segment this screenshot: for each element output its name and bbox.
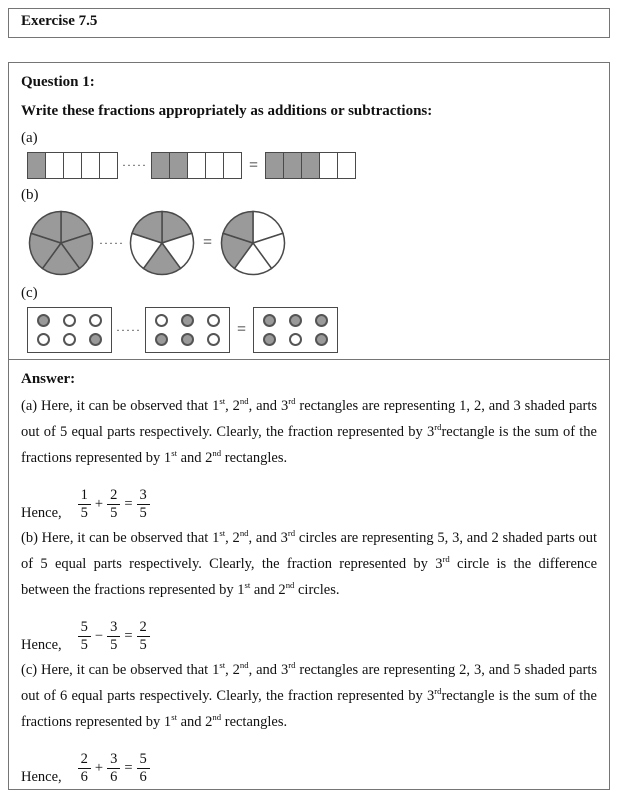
empty-dot xyxy=(89,314,102,327)
fraction-3 xyxy=(137,751,150,786)
empty-dot xyxy=(207,333,220,346)
numerator: 2 xyxy=(110,487,118,503)
bar-cell xyxy=(337,152,356,179)
dot-box-2 xyxy=(145,307,230,353)
bar-cell xyxy=(99,152,118,179)
ordinal-superscript: st xyxy=(219,660,226,671)
fraction-1 xyxy=(78,619,91,654)
equals-sign: = xyxy=(236,321,247,338)
numerator: 2 xyxy=(80,751,88,767)
answer-section xyxy=(9,360,609,789)
circles-figure xyxy=(27,209,597,277)
question-prompt: Write these fractions appropriately as additions or subtractions: xyxy=(21,103,433,119)
dotted-separator: ····· xyxy=(116,322,141,337)
dotted-separator: ····· xyxy=(99,235,124,250)
fraction-1 xyxy=(78,751,91,786)
fraction-3 xyxy=(137,487,150,522)
denominator: 5 xyxy=(78,504,91,522)
ordinal-superscript: rd xyxy=(434,422,442,433)
question-heading: Question 1: xyxy=(21,74,95,90)
bar-cell xyxy=(187,152,206,179)
ordinal-superscript: st xyxy=(171,712,177,723)
part-a-label: (a) xyxy=(21,130,38,146)
numerator: 3 xyxy=(110,751,118,767)
hence-line-3 xyxy=(21,740,597,786)
shaded-dot xyxy=(263,333,276,346)
fraction-2 xyxy=(107,619,120,654)
fraction-3 xyxy=(137,619,150,654)
ordinal-superscript: st xyxy=(219,528,226,539)
equals-sign: = xyxy=(248,156,259,174)
exercise-title: Exercise 7.5 xyxy=(21,13,98,29)
denominator: 6 xyxy=(107,768,120,786)
equals-sign: = xyxy=(202,234,213,251)
dot-box-1 xyxy=(27,307,112,353)
ordinal-superscript: nd xyxy=(212,712,222,723)
ordinal-superscript: rd xyxy=(287,528,296,539)
denominator: 5 xyxy=(78,636,91,654)
empty-dot xyxy=(63,314,76,327)
ordinal-superscript: rd xyxy=(288,396,296,407)
numerator: 3 xyxy=(139,487,147,503)
dot-box-3 xyxy=(253,307,338,353)
shaded-dot xyxy=(89,333,102,346)
numerator: 2 xyxy=(139,619,147,635)
ordinal-superscript: nd xyxy=(239,528,249,539)
bar-cell xyxy=(27,152,46,179)
operator-sign: − xyxy=(94,628,104,644)
bar-cell xyxy=(319,152,338,179)
ordinal-superscript: nd xyxy=(285,580,295,591)
bar-cell xyxy=(265,152,284,179)
bar-cell xyxy=(223,152,242,179)
fraction-bar-3 xyxy=(265,152,356,179)
answer-items xyxy=(21,393,597,786)
hence-label: Hence, xyxy=(21,769,62,785)
fraction-1 xyxy=(78,487,91,522)
denominator: 5 xyxy=(137,504,150,522)
fraction-equation xyxy=(78,619,150,654)
empty-dot xyxy=(37,333,50,346)
dotted-separator: ····· xyxy=(122,158,147,172)
ordinal-superscript: nd xyxy=(239,660,249,671)
fraction-circle-2 xyxy=(128,209,196,277)
shaded-dot xyxy=(315,314,328,327)
denominator: 5 xyxy=(107,636,120,654)
ordinal-superscript: rd xyxy=(434,686,442,697)
fraction-equation xyxy=(78,487,150,522)
denominator: 5 xyxy=(107,504,120,522)
fraction-bar-2 xyxy=(151,152,242,179)
bar-cell xyxy=(169,152,188,179)
ordinal-superscript: st xyxy=(219,396,226,407)
equals-sign: = xyxy=(124,628,133,644)
bar-cell xyxy=(301,152,320,179)
ordinal-superscript: st xyxy=(171,448,177,459)
shaded-dot xyxy=(289,314,302,327)
numerator: 5 xyxy=(80,619,88,635)
ordinal-superscript: nd xyxy=(212,448,222,459)
empty-dot xyxy=(155,314,168,327)
bar-cell xyxy=(151,152,170,179)
part-c-label: (c) xyxy=(21,285,38,301)
numerator: 1 xyxy=(80,487,88,503)
denominator: 6 xyxy=(137,768,150,786)
empty-dot xyxy=(207,314,220,327)
question-answer-box xyxy=(8,62,610,790)
hence-label: Hence, xyxy=(21,505,62,521)
answer-paragraph-2: (b) Here, it can be observed that 1st, 2nd, and 3rd circles are representing 5, 3, and 2 shaded parts out of 5 equal parts respectively. Clearly, the fraction represented by 3rd circle is the difference between the fractions represented by 1st and 2nd circles. xyxy=(21,528,598,598)
numerator: 3 xyxy=(110,619,118,635)
shaded-dot xyxy=(181,333,194,346)
question-section xyxy=(9,63,609,360)
fraction-2 xyxy=(107,487,120,522)
exercise-header-box xyxy=(8,8,610,38)
hence-line-2 xyxy=(21,608,597,654)
bar-cell xyxy=(283,152,302,179)
ordinal-superscript: nd xyxy=(239,396,249,407)
hence-label: Hence, xyxy=(21,637,62,653)
answer-paragraph-1: (a) Here, it can be observed that 1st, 2nd, and 3rd rectangles are representing 1, 2, and 3 shaded parts out of 5 equal parts respectively. Clearly, the fraction represented by 3rdrectangle is the sum of the fractions represented by 1st and 2nd rectangles. xyxy=(21,396,598,466)
ordinal-superscript: st xyxy=(244,580,251,591)
empty-dot xyxy=(63,333,76,346)
numerator: 5 xyxy=(139,751,147,767)
shaded-dot xyxy=(181,314,194,327)
denominator: 6 xyxy=(78,768,91,786)
operator-sign: + xyxy=(94,496,104,512)
ordinal-superscript: rd xyxy=(442,554,450,565)
part-b-label: (b) xyxy=(21,187,39,203)
fraction-circle-3 xyxy=(219,209,287,277)
fraction-bar-1 xyxy=(27,152,118,179)
shaded-dot xyxy=(263,314,276,327)
fraction-equation xyxy=(78,751,150,786)
operator-sign: + xyxy=(94,760,104,776)
shaded-dot xyxy=(315,333,328,346)
bar-cell xyxy=(63,152,82,179)
hence-line-1 xyxy=(21,476,597,522)
empty-dot xyxy=(289,333,302,346)
bar-cell xyxy=(45,152,64,179)
shaded-dot xyxy=(155,333,168,346)
answer-heading: Answer: xyxy=(21,371,76,387)
shaded-dot xyxy=(37,314,50,327)
answer-paragraph-3: (c) Here, it can be observed that 1st, 2nd, and 3rd rectangles are representing 2, 3, and 5 shaded parts out of 6 equal parts respectively. Clearly, the fraction represented by 3rdrectangle is the sum of the fractions represented by 1st and 2nd rectangles. xyxy=(21,660,598,730)
ordinal-superscript: rd xyxy=(288,660,296,671)
fraction-circle-1 xyxy=(27,209,95,277)
fraction-2 xyxy=(107,751,120,786)
dots-figure xyxy=(27,307,597,353)
denominator: 5 xyxy=(137,636,150,654)
equals-sign: = xyxy=(124,496,133,512)
equals-sign: = xyxy=(124,760,133,776)
bars-figure xyxy=(27,152,597,179)
bar-cell xyxy=(81,152,100,179)
bar-cell xyxy=(205,152,224,179)
